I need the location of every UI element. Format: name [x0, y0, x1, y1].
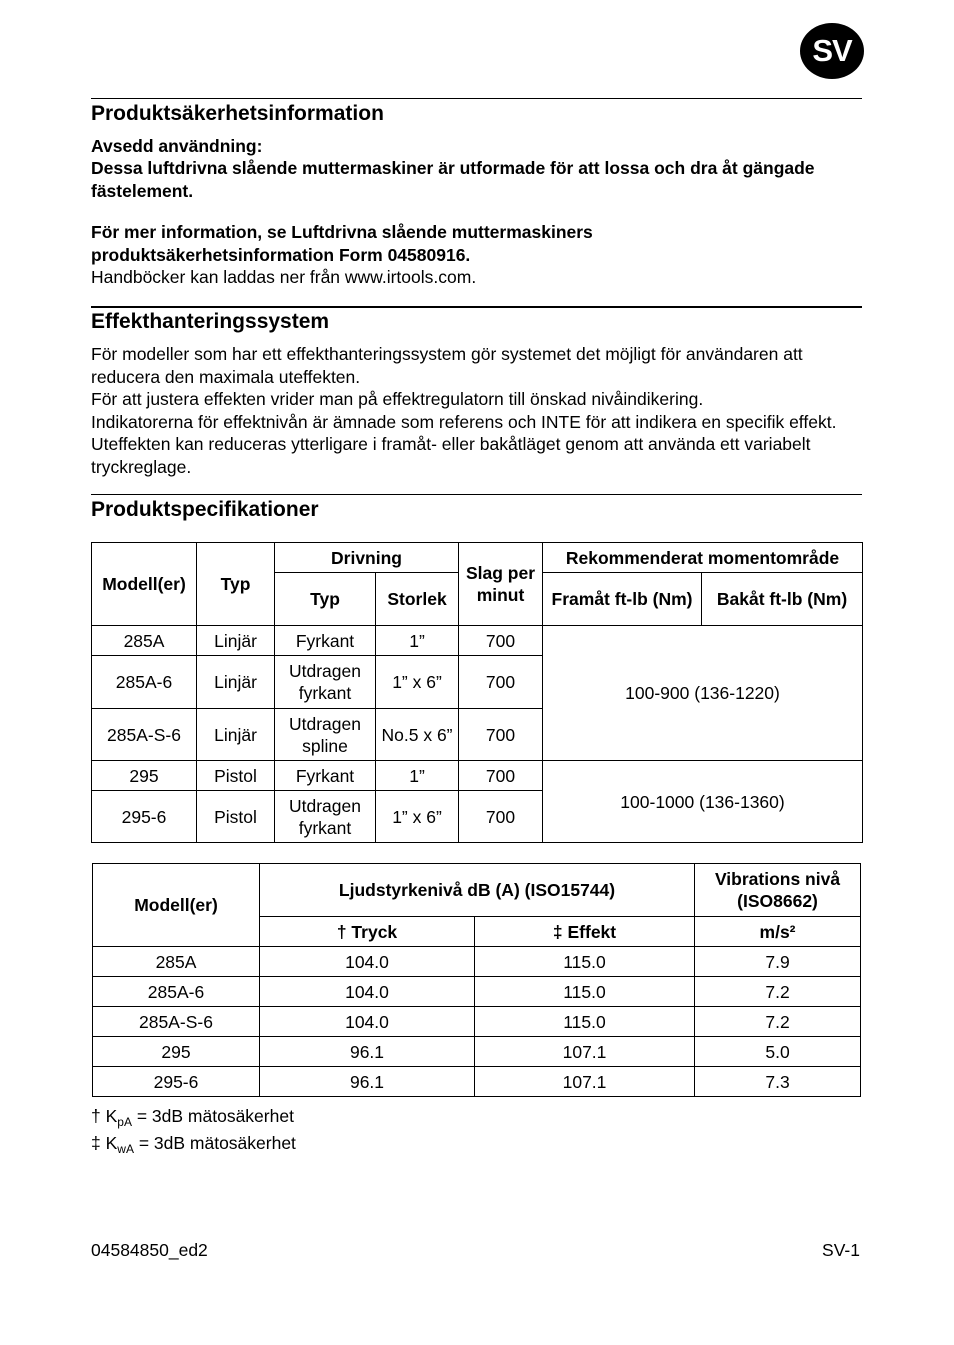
footnote-kpa	[91, 1106, 294, 1127]
intended-use-label: Avsedd användning:	[91, 136, 263, 156]
table-row	[93, 977, 861, 1007]
spec-header-forward: Framåt ft-lb (Nm)	[543, 573, 702, 626]
sound-power: 107.1	[475, 1037, 695, 1067]
spec-bpm: 700	[459, 761, 543, 791]
vibration-value: 7.3	[695, 1067, 861, 1097]
spec-model: 295	[92, 761, 197, 791]
power-divider	[91, 306, 862, 308]
table-row	[92, 761, 863, 791]
sound-vibration-table	[92, 863, 861, 1097]
footnote-kwa	[91, 1133, 296, 1154]
sound-header-model: Modell(er)	[93, 864, 260, 947]
specs-divider	[91, 494, 862, 495]
footnote-kwa-text: = 3dB mätosäkerhet	[133, 1133, 296, 1153]
table-row	[93, 1037, 861, 1067]
spec-model: 285A	[92, 626, 197, 656]
sound-pressure: 104.0	[260, 977, 475, 1007]
top-divider	[91, 98, 862, 99]
sound-header-pressure: † Tryck	[260, 917, 475, 947]
spec-torque-group-1: 100-900 (136-1220)	[543, 626, 863, 761]
sound-model: 295	[93, 1037, 260, 1067]
spec-header-drive-size: Storlek	[376, 573, 459, 626]
specs-title: Produktspecifikationer	[91, 498, 319, 521]
spec-drive-size: No.5 x 6”	[376, 709, 459, 761]
sound-power: 115.0	[475, 947, 695, 977]
spec-type: Linjär	[197, 626, 275, 656]
sound-model: 285A	[93, 947, 260, 977]
sound-header-level: Ljudstyrkenivå dB (A) (ISO15744)	[260, 864, 695, 917]
intended-use-text: Dessa luftdrivna slående muttermaskiner är utformade för att lossa och dra åt gängade fästelement.	[91, 158, 815, 201]
table-row	[93, 1067, 861, 1097]
spec-torque-group-2: 100-1000 (136-1360)	[543, 761, 863, 843]
power-title: Effekthanteringssystem	[91, 310, 330, 333]
spec-bpm: 700	[459, 656, 543, 709]
spec-drive-type: Utdragen fyrkant	[275, 656, 376, 709]
spec-drive-type: Fyrkant	[275, 761, 376, 791]
sound-pressure: 96.1	[260, 1037, 475, 1067]
footnote-kwa-sub: wA	[117, 1142, 134, 1156]
spec-drive-size: 1” x 6”	[376, 791, 459, 843]
spec-drive-size: 1”	[376, 761, 459, 791]
safety-title: Produktsäkerhetsinformation	[91, 102, 384, 125]
spec-bpm: 700	[459, 709, 543, 761]
spec-header-type: Typ	[197, 543, 275, 626]
spec-bpm: 700	[459, 626, 543, 656]
footnote-kpa-symbol: † K	[91, 1106, 118, 1126]
manuals-text: Handböcker kan laddas ner från www.irtools.com.	[91, 267, 477, 287]
footnote-kpa-sub: pA	[117, 1115, 132, 1129]
spec-header-model: Modell(er)	[92, 543, 197, 626]
spec-header-bpm: Slag per minut	[459, 543, 543, 626]
sound-power: 115.0	[475, 1007, 695, 1037]
spec-type: Pistol	[197, 761, 275, 791]
sound-power: 107.1	[475, 1067, 695, 1097]
sound-pressure: 104.0	[260, 1007, 475, 1037]
sound-pressure: 104.0	[260, 947, 475, 977]
power-text: För modeller som har ett effekthanteringssystem gör systemet det möjligt för användaren att reducera den maximala uteffekten. För att justera effekten vrider man på effektregulatorn till önskad nivåindikering. Indikatorerna för effektnivån är ämnade som referens och INTE för att indikera en specifik effekt. Uteffekten kan reduceras ytterligare i framåt- eller bakåtläget genom att använda ett variabelt tryckreglage.	[91, 344, 837, 477]
vibration-value: 7.9	[695, 947, 861, 977]
table-row	[93, 1007, 861, 1037]
spec-drive-type: Fyrkant	[275, 626, 376, 656]
spec-model: 285A-S-6	[92, 709, 197, 761]
spec-table	[91, 542, 863, 843]
spec-drive-type: Utdragen fyrkant	[275, 791, 376, 843]
footnote-kpa-text: = 3dB mätosäkerhet	[131, 1106, 294, 1126]
vibration-value: 7.2	[695, 1007, 861, 1037]
sound-header-unit: m/s²	[695, 917, 861, 947]
sound-header-vibration: Vibrations nivå (ISO8662)	[695, 864, 861, 917]
spec-bpm: 700	[459, 791, 543, 843]
sound-model: 285A-S-6	[93, 1007, 260, 1037]
spec-type: Linjär	[197, 656, 275, 709]
sound-pressure: 96.1	[260, 1067, 475, 1097]
language-badge: SV	[800, 23, 864, 79]
footer-doc-id: 04584850_ed2	[91, 1240, 208, 1260]
footnote-kwa-symbol: ‡ K	[91, 1133, 118, 1153]
spec-model: 295-6	[92, 791, 197, 843]
spec-header-torque: Rekommenderat momentområde	[543, 543, 863, 573]
sound-power: 115.0	[475, 977, 695, 1007]
more-info-text: För mer information, se Luftdrivna slående muttermaskiners produktsäkerhetsinformation Form 04580916.	[91, 222, 593, 265]
spec-drive-type: Utdragen spline	[275, 709, 376, 761]
spec-type: Linjär	[197, 709, 275, 761]
vibration-value: 5.0	[695, 1037, 861, 1067]
spec-header-reverse: Bakåt ft-lb (Nm)	[702, 573, 863, 626]
spec-type: Pistol	[197, 791, 275, 843]
spec-header-drive-type: Typ	[275, 573, 376, 626]
vibration-value: 7.2	[695, 977, 861, 1007]
sound-model: 285A-6	[93, 977, 260, 1007]
table-row	[93, 947, 861, 977]
sound-header-power: ‡ Effekt	[475, 917, 695, 947]
spec-drive-size: 1” x 6”	[376, 656, 459, 709]
spec-drive-size: 1”	[376, 626, 459, 656]
spec-header-drive: Drivning	[275, 543, 459, 573]
spec-model: 285A-6	[92, 656, 197, 709]
sound-model: 295-6	[93, 1067, 260, 1097]
footer-page-number: SV-1	[822, 1240, 860, 1260]
table-row	[92, 626, 863, 656]
